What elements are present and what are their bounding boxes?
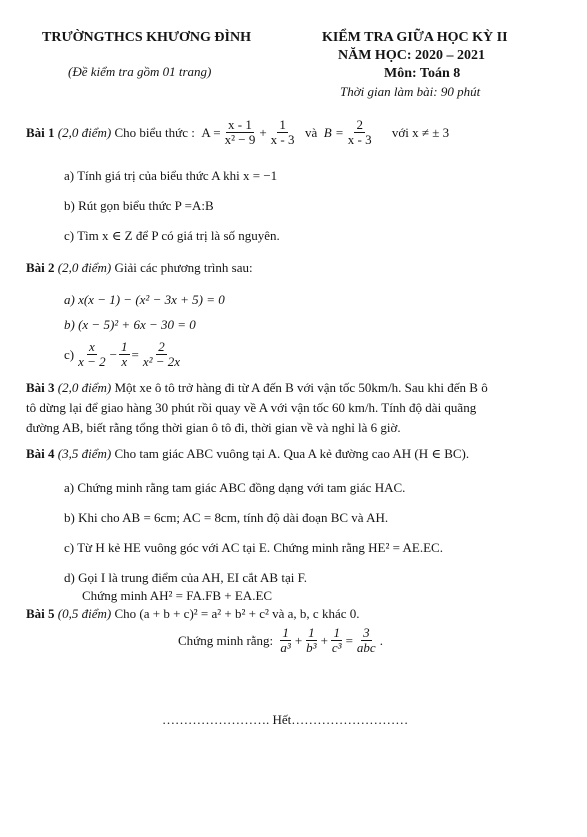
school-name: TRƯỜNGTHCS KHƯƠNG ĐÌNH bbox=[42, 30, 251, 45]
bai5-label: Bài 5 bbox=[26, 606, 55, 621]
fraction-3-num: 2 bbox=[356, 117, 363, 132]
bai4-points: (3,5 điểm) bbox=[57, 446, 112, 461]
bai2-fraction-2-num: 1 bbox=[121, 339, 128, 354]
end-marker: ……………………. Hết……………………… bbox=[162, 712, 409, 727]
and-word: và bbox=[305, 124, 318, 140]
bai5-header bbox=[26, 606, 360, 622]
bai5-fraction-4-num: 3 bbox=[363, 625, 370, 640]
bai1-part-c: c) Tìm x ∈ Z để P có giá trị là số nguyên. bbox=[64, 228, 280, 243]
subject: Môn: Toán 8 bbox=[384, 66, 461, 81]
bai2-part-c bbox=[64, 340, 184, 370]
minus-sign: − bbox=[109, 346, 117, 362]
fraction-2-num: 1 bbox=[279, 117, 286, 132]
bai2-fraction-1-num: x bbox=[88, 339, 95, 354]
bai1-part-a: a) Tính giá trị của biểu thức A khi x = −1 bbox=[64, 168, 278, 183]
fraction-2 bbox=[269, 118, 297, 148]
expr-b-lhs: B = bbox=[323, 124, 344, 140]
bai5-fraction-1-den: a³ bbox=[280, 640, 291, 656]
bai4-part-c: c) Từ H kẻ HE vuông góc với AC tại E. Chứng minh rằng HE² = AE.EC. bbox=[64, 540, 443, 555]
plus-sign-1: + bbox=[294, 632, 303, 648]
bai4-part-b: b) Khi cho AB = 6cm; AC = 8cm, tính độ dài đoạn BC và AH. bbox=[64, 510, 389, 525]
bai5-fraction-1 bbox=[278, 626, 292, 656]
exam-title: KIỂM TRA GIỮA HỌC KỲ II bbox=[322, 30, 508, 45]
equals-sign: = bbox=[131, 346, 139, 362]
bai3-line-2: tô dừng lại để giao hàng 30 phút rồi quay về A với vận tốc 60 km/h. Tính độ dài quãng bbox=[26, 400, 477, 415]
expr-a-lhs: A = bbox=[201, 124, 221, 140]
bai5-points: (0,5 điểm) bbox=[57, 606, 112, 621]
fraction-1-den: x² − 9 bbox=[224, 132, 256, 148]
bai2-fraction-3-den: x² − 2x bbox=[142, 354, 181, 370]
bai2-part-a: a) x(x − 1) − (x² − 3x + 5) = 0 bbox=[64, 292, 225, 307]
bai2-header bbox=[26, 260, 253, 276]
bai2-label: Bài 2 bbox=[26, 260, 55, 275]
bai3-line-1 bbox=[26, 380, 488, 396]
bai1-header bbox=[26, 118, 449, 148]
page-count-note: (Đề kiểm tra gồm 01 trang) bbox=[68, 64, 212, 79]
bai5-fraction-2-den: b³ bbox=[306, 640, 317, 656]
bai4-part-a: a) Chứng minh rằng tam giác ABC đồng dạng với tam giác HAC. bbox=[64, 480, 406, 495]
fraction-1-num: x - 1 bbox=[228, 117, 252, 132]
fraction-3 bbox=[346, 118, 374, 148]
bai5-fraction-4-den: abc bbox=[356, 640, 376, 656]
bai1-label: Bài 1 bbox=[26, 124, 55, 140]
bai5-fraction-4 bbox=[355, 626, 378, 656]
fraction-2-den: x - 3 bbox=[270, 132, 295, 148]
bai1-points: (2,0 điểm) bbox=[57, 124, 112, 140]
fraction-3-den: x - 3 bbox=[347, 132, 372, 148]
bai4-intro: Cho tam giác ABC vuông tại A. Qua A kẻ đường cao AH (H ∈ BC). bbox=[114, 446, 470, 461]
bai2-fraction-1-den: x − 2 bbox=[78, 354, 106, 370]
bai3-text-1: Một xe ô tô trở hàng đi từ A đến B với vận tốc 50km/h. Sau khi đến B ô bbox=[114, 380, 488, 395]
fraction-1 bbox=[223, 118, 258, 148]
bai4-part-d-line-1: d) Gọi I là trung điểm của AH, EI cắt AB tại F. bbox=[64, 570, 308, 585]
bai2-fraction-2 bbox=[119, 340, 130, 370]
exam-time: Thời gian làm bài: 90 phút bbox=[340, 84, 481, 99]
bai2-points: (2,0 điểm) bbox=[57, 260, 112, 275]
bai1-intro: Cho biểu thức : bbox=[114, 124, 195, 140]
bai2-fraction-2-den: x bbox=[121, 354, 128, 370]
bai5-fraction-3-num: 1 bbox=[333, 625, 340, 640]
bai5-prove-label: Chứng minh rằng: bbox=[178, 632, 274, 648]
bai5-fraction-3 bbox=[330, 626, 344, 656]
bai5-identity bbox=[178, 626, 383, 656]
bai5-fraction-1-num: 1 bbox=[282, 625, 289, 640]
plus-sign-2: + bbox=[320, 632, 328, 648]
bai3-points: (2,0 điểm) bbox=[57, 380, 112, 395]
bai4-header bbox=[26, 446, 469, 462]
bai3-line-3: đường AB, biết rằng tổng thời gian ô tô đi, thời gian về và nghỉ là 6 giờ. bbox=[26, 420, 401, 435]
bai5-fraction-2-num: 1 bbox=[308, 625, 315, 640]
plus-sign: + bbox=[259, 124, 267, 140]
bai2-fraction-1 bbox=[76, 340, 108, 370]
bai4-label: Bài 4 bbox=[26, 446, 55, 461]
condition: với x ≠ ± 3 bbox=[391, 124, 450, 140]
bai5-fraction-2 bbox=[304, 626, 318, 656]
bai2-fraction-3-num: 2 bbox=[158, 339, 165, 354]
bai2-intro: Giải các phương trình sau: bbox=[114, 260, 253, 275]
bai5-intro: Cho (a + b + c)² = a² + b² + c² và a, b, c khác 0. bbox=[114, 606, 360, 621]
bai1-part-b: b) Rút gọn biểu thức P =A:B bbox=[64, 198, 214, 213]
bai3-label: Bài 3 bbox=[26, 380, 55, 395]
bai2-fraction-3 bbox=[141, 340, 182, 370]
bai2-c-label: c) bbox=[64, 346, 75, 362]
bai5-fraction-3-den: c³ bbox=[331, 640, 342, 656]
school-year: NĂM HỌC: 2020 – 2021 bbox=[338, 48, 485, 63]
bai2-part-b: b) (x − 5)² + 6x − 30 = 0 bbox=[64, 317, 196, 332]
bai4-part-d-line-2: Chứng minh AH² = FA.FB + EA.EC bbox=[82, 588, 273, 603]
final-dot: . bbox=[379, 632, 383, 648]
equals-sign: = bbox=[345, 632, 353, 648]
